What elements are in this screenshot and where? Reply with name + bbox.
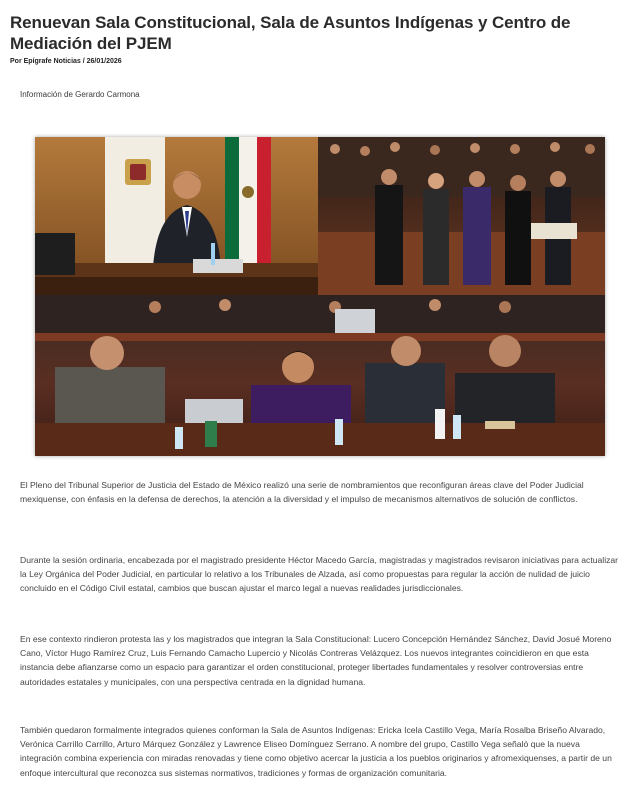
article-paragraph: El Pleno del Tribunal Superior de Justicia del Estado de México realizó una serie de nombramientos que reconfiguran áreas clave del Poder Judicial mexiquense, con énfasis en la defensa de derechos, la atención a la diversidad y el impulso de mecanismos alternativos de solución de conflictos. xyxy=(20,480,584,505)
article-paragraph: También quedaron formalmente integrados quienes conforman la Sala de Asuntos Indígenas: Ericka Icela Castillo Vega, María Rosalba Briseño Alvarado, Verónica Carrillo Carrillo, Arturo Márquez González y Lawrence Eliseo Domínguez Serrano. A nombre del grupo, Castillo Vega señaló que la nueva integración combina experiencia con miradas renovadas y tiene como objetivo acercar la justicia a los pueblos originarios y afromexiquenses, a partir de un enfoque intercultural que reconozca sus sistemas normativos, tradiciones y formas de organización comunitaria. xyxy=(20,725,612,778)
photo-credit: Información de Gerardo Carmona xyxy=(20,90,140,99)
session-photo-collage xyxy=(35,137,605,456)
photo-collage-illustration xyxy=(35,137,605,456)
photo-panel-session xyxy=(35,295,605,456)
article-title: Renuevan Sala Constitucional, Sala de Asuntos Indígenas y Centro de Mediación del PJEM xyxy=(10,13,571,53)
photo-panel-presiding xyxy=(35,137,318,295)
article-paragraph: Durante la sesión ordinaria, encabezada por el magistrado presidente Héctor Macedo García, magistradas y magistrados revisaron iniciativas para actualizar la Ley Orgánica del Poder Judicial, en particular lo relativo a los Tribunales de Alzada, así como propuestas para regular la acción de nulidad de juicio concluido en el Código Civil estatal, cambios que buscan ajustar el marco legal a nuevas realidades jurisdiccionales. xyxy=(20,555,619,594)
photo-panel-swearing-in xyxy=(318,137,605,295)
article-paragraph: En ese contexto rindieron protesta las y los magistrados que integran la Sala Constitucional: Lucero Concepción Hernández Sánchez, David Josué Moreno Cano, Víctor Hugo Ramírez Cruz, Luis Fernando Camacho Lupercio y Nicolás Contreras Velázquez. Los nuevos integrantes coincidieron en que esta instancia debe afianzarse como un espacio para garantizar el orden constitucional, proteger libertades fundamentales y resolver controversias entre autoridades estatales y municipales, con una perspectiva centrada en la dignidad humana. xyxy=(20,634,612,687)
article-byline[interactable]: Por Epígrafe Noticias / 26/01/2026 xyxy=(10,58,122,65)
